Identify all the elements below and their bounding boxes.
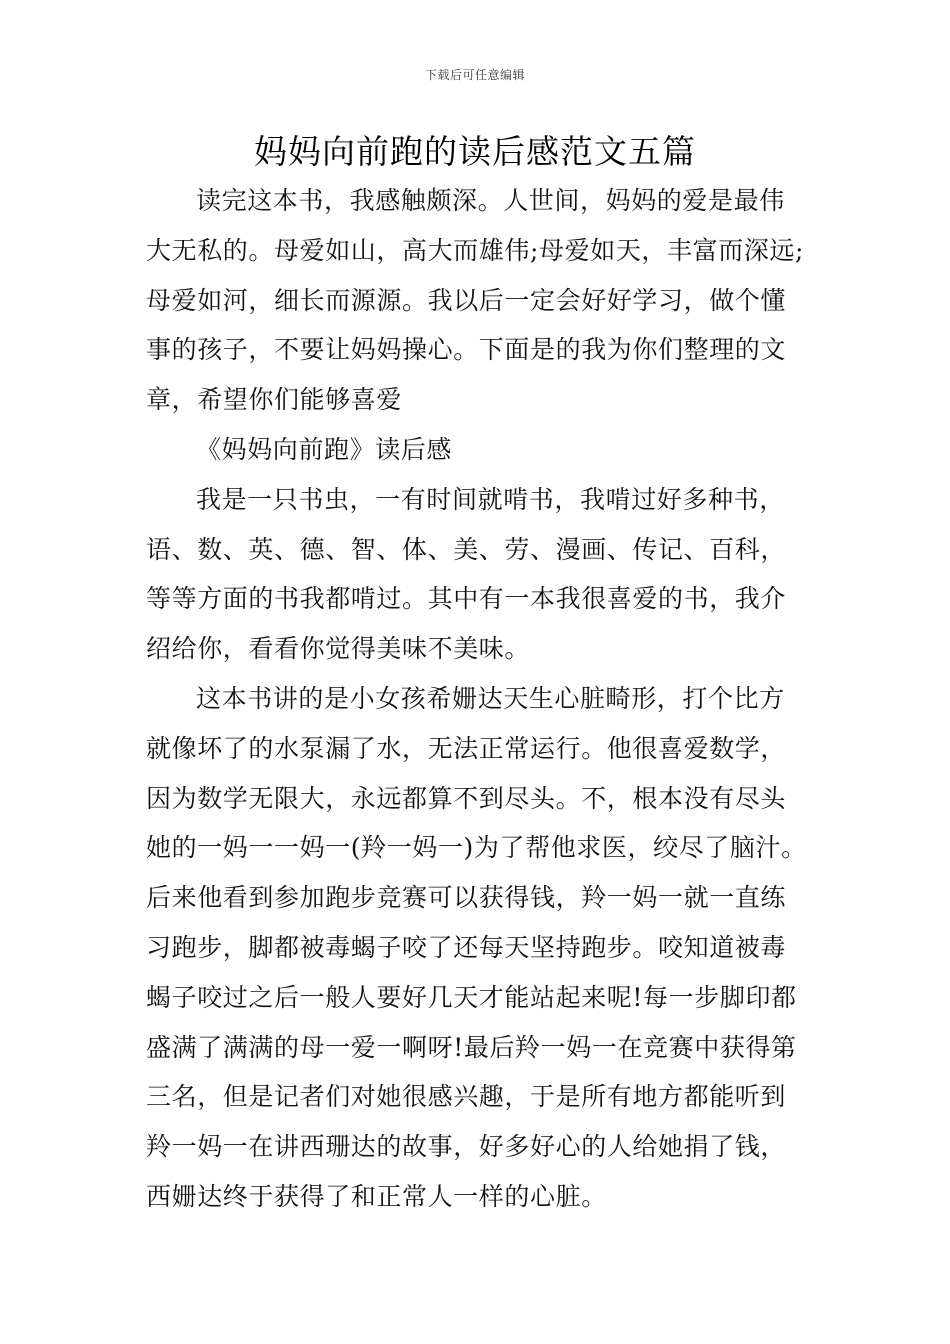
text-line: 绍给你，看看你觉得美味不美味。 — [146, 634, 531, 664]
document-title: 妈妈向前跑的读后感范文五篇 — [254, 132, 696, 171]
text-line: 大无私的。母爱如山，高大而雄伟;母爱如天，丰富而深远; — [146, 235, 805, 265]
text-line: 她的一妈一一妈一(羚一妈一)为了帮他求医，绞尽了脑汁。 — [146, 833, 807, 863]
document-body — [146, 176, 826, 1222]
text-line: 盛满了满满的母一爱一啊呀!最后羚一妈一在竞赛中获得第 — [146, 1032, 797, 1062]
text-line: 这本书讲的是小女孩希姗达天生心脏畸形，打个比方 — [196, 683, 785, 713]
text-line: 等等方面的书我都啃过。其中有一本我很喜爱的书，我介 — [146, 584, 787, 614]
text-line: 因为数学无限大，永远都算不到尽头。不，根本没有尽头 — [146, 783, 787, 813]
text-line: 蝎子咬过之后一般人要好几天才能站起来呢!每一步脚印都 — [146, 982, 797, 1012]
text-line: 读完这本书，我感触颇深。人世间，妈妈的爱是最伟 — [196, 186, 785, 215]
section-heading: 《妈妈向前跑》读后感 — [196, 434, 453, 464]
text-line: 语、数、英、德、智、体、美、劳、漫画、传记、百科， — [146, 534, 787, 564]
text-line: 后来他看到参加跑步竞赛可以获得钱，羚一妈一就一直练 — [146, 883, 787, 913]
text-line: 事的孩子，不要让妈妈操心。下面是的我为你们整理的文 — [146, 335, 787, 365]
text-line: 我是一只书虫，一有时间就啃书，我啃过好多种书， — [196, 484, 785, 514]
header-note: 下载后可任意编辑 — [424, 68, 525, 82]
text-line: 习跑步，脚都被毒蝎子咬了还每天坚持跑步。咬知道被毒 — [146, 932, 787, 962]
text-line: 三名，但是记者们对她很感兴趣，于是所有地方都能听到 — [146, 1082, 787, 1112]
text-line: 羚一妈一在讲西珊达的故事，好多好心的人给她捐了钱， — [146, 1132, 787, 1162]
text-line: 就像坏了的水泵漏了水，无法正常运行。他很喜爱数学， — [146, 733, 787, 763]
text-line: 母爱如河，细长而源源。我以后一定会好好学习，做个懂 — [146, 285, 787, 315]
text-line: 西姗达终于获得了和正常人一样的心脏。 — [146, 1181, 607, 1211]
text-line: 章，希望你们能够喜爱 — [146, 385, 403, 415]
